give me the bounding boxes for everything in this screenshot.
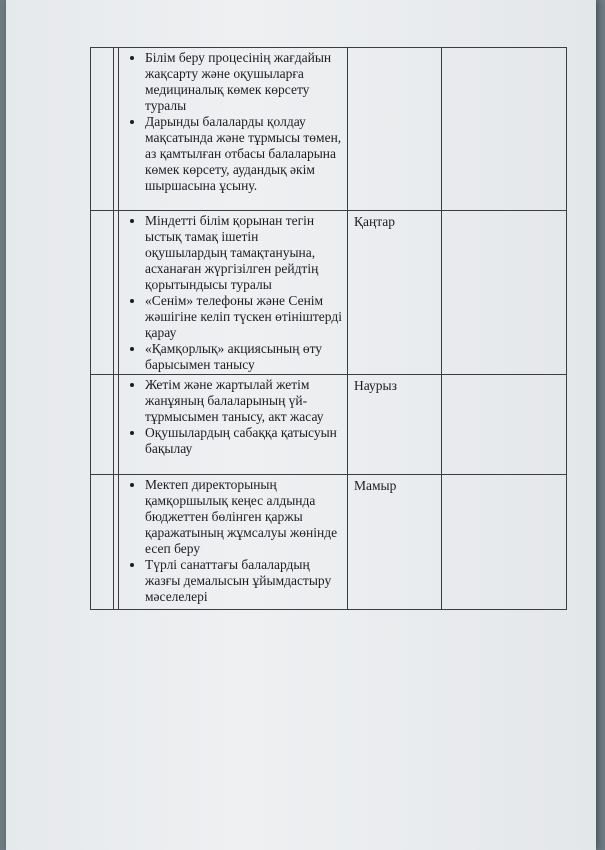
list-item: • «Сенім» телефоны және Сенім жәшігіне келіп түскен өтініштерді қарау (145, 293, 343, 341)
table-row (91, 475, 567, 610)
table-row (91, 375, 567, 475)
topic-list (123, 477, 343, 605)
responsible-cell (442, 48, 567, 211)
list-item: • Дарынды балаларды қолдау мақсатында және тұрмысы төмен, аз қамтылған отбасы балаларына көмек көрсету, аудандық әкім шыршасына ұсыну. (145, 114, 343, 194)
topic-cell (119, 48, 348, 211)
topic-cell (119, 475, 348, 610)
number-cell (91, 211, 114, 375)
topic-list (123, 50, 343, 194)
month-cell (348, 48, 442, 211)
topic-list (123, 213, 343, 373)
responsible-cell (442, 211, 567, 375)
list-item: • «Қамқорлық» акциясының өту барысымен танысу (145, 341, 343, 373)
list-item: • Жетім және жартылай жетім жанұяның балаларының үй-тұрмысымен танысу, акт жасау (145, 377, 343, 425)
topic-cell (119, 211, 348, 375)
list-item: • Мектеп директорының қамқоршылық кеңес алдында бюджеттен бөлінген қаржы қаражатының жұмсалуы жөнінде есеп беру (145, 477, 343, 557)
number-cell (91, 48, 114, 211)
table-row (91, 211, 567, 375)
month-label: Мамыр (354, 478, 397, 493)
responsible-cell (442, 375, 567, 475)
month-cell (348, 475, 442, 610)
list-item: • Түрлі санаттағы балалардың жазғы демалысын ұйымдастыру мәселелері (145, 557, 343, 605)
number-cell (91, 475, 114, 610)
month-label: Наурыз (354, 378, 397, 393)
work-plan-table (90, 47, 567, 610)
list-item: • Міндетті білім қорынан тегін ыстық тамақ ішетін оқушылардың тамақтануына, асханаған жүргізілген рейдтің қорытындысы туралы (145, 213, 343, 293)
number-cell (91, 375, 114, 475)
month-label (348, 48, 441, 51)
topic-list (123, 377, 343, 457)
month-cell (348, 211, 442, 375)
month-label: Қаңтар (354, 214, 396, 229)
topic-cell (119, 375, 348, 475)
month-cell (348, 375, 442, 475)
list-item: • Оқушылардың сабаққа қатысуын бақылау (145, 425, 343, 457)
list-item: • Білім беру процесінің жағдайын жақсарту және оқушыларға медициналық көмек көрсету туралы (145, 50, 343, 114)
table-row (91, 48, 567, 211)
document-page (6, 0, 596, 850)
responsible-cell (442, 475, 567, 610)
